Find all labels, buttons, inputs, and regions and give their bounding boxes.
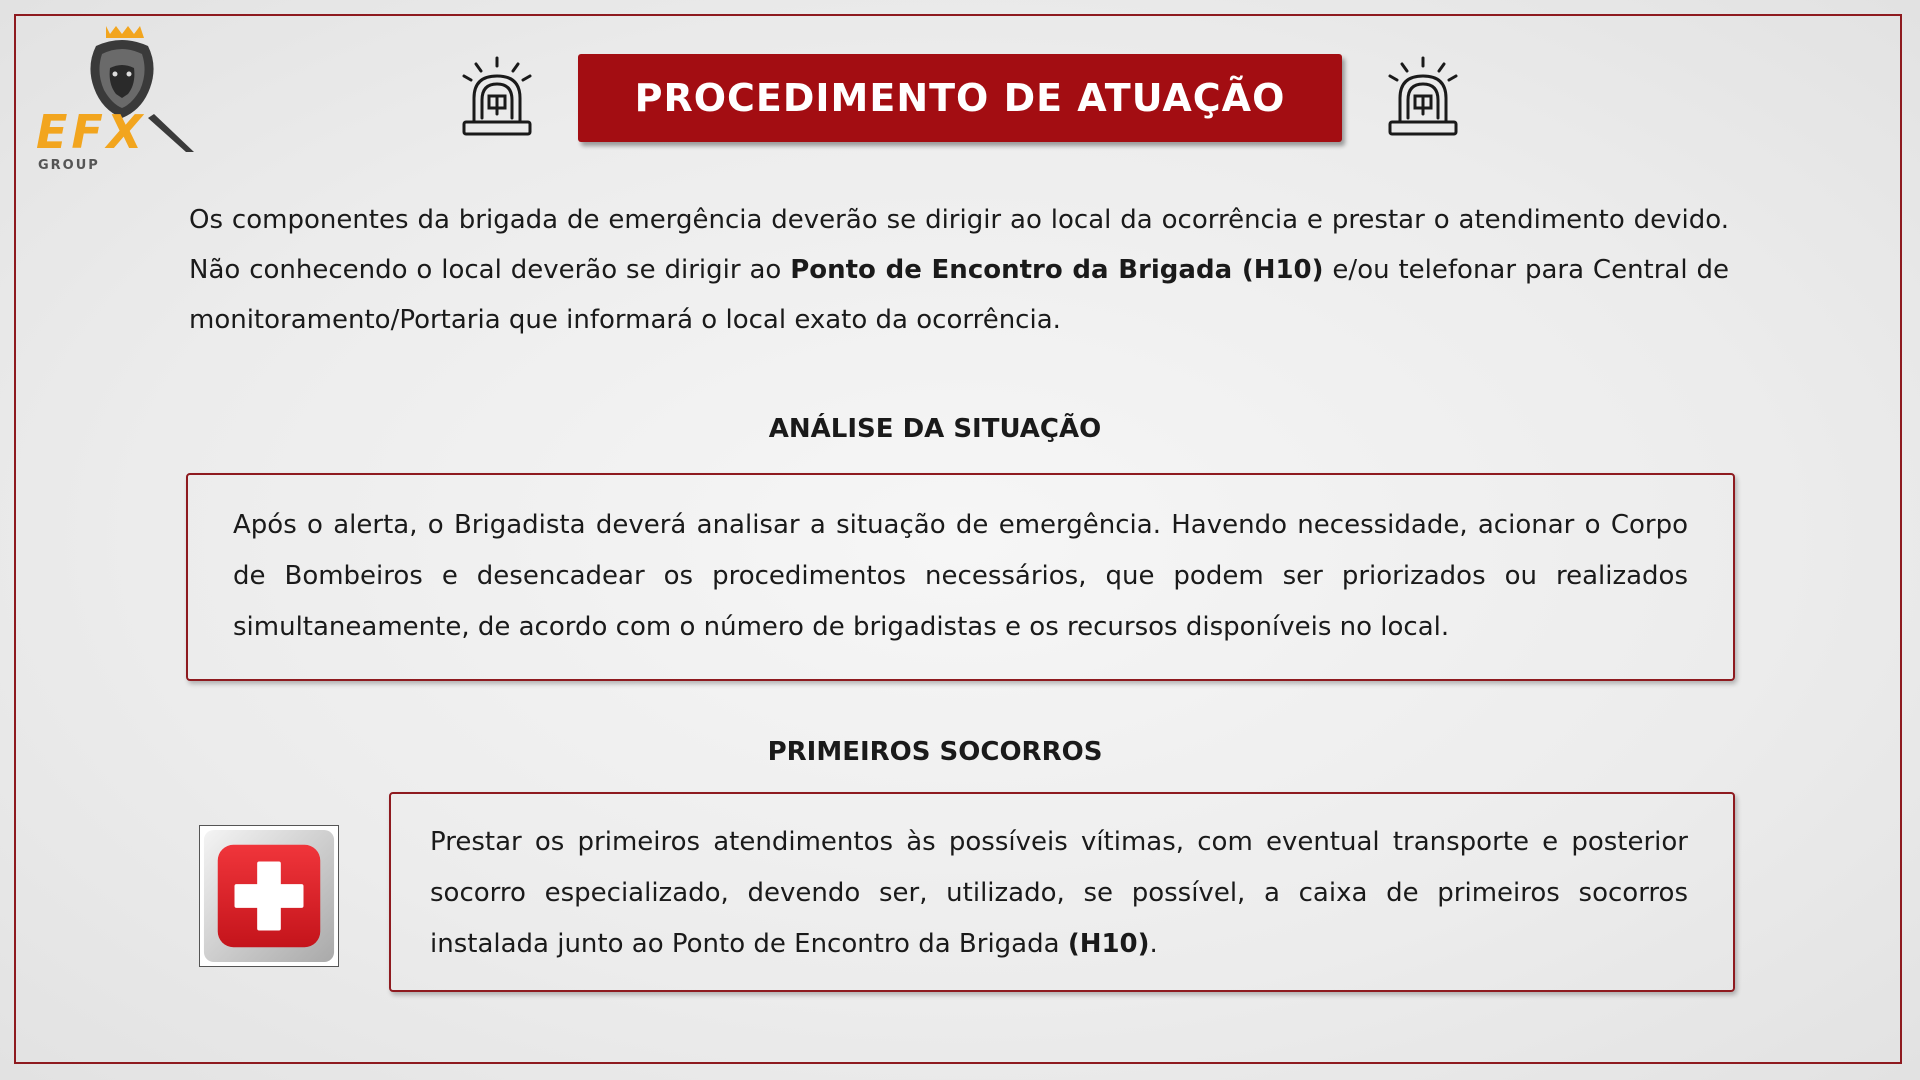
socorros-bold-text: (H10): [1067, 929, 1150, 959]
alarm-siren-icon: [456, 56, 538, 140]
lion-crown-logo: [36, 24, 206, 174]
intro-paragraph: [189, 195, 1729, 345]
intro-bold-text: Ponto de Encontro da Brigada (H10): [790, 255, 1324, 285]
logo-graphic: [36, 24, 206, 174]
intro-text-after: e/ou telefonar para Central de monitoramento/Portaria que informará o local exato da ocorrência.: [189, 255, 1729, 335]
logo-text: EFX: [36, 105, 147, 159]
alarm-siren-icon: [1382, 56, 1464, 140]
intro-text-before: Os componentes da brigada de emergência deverão se dirigir ao local da ocorrência e prestar o atendimento devido. Não conhecendo o local deverão se dirigir ao: [189, 205, 1729, 285]
analise-text: Após o alerta, o Brigadista deverá analisar a situação de emergência. Havendo necessidade, acionar o Corpo de Bombeiros e desencadear os procedimentos necessários, que podem ser priorizados ou realizados simultaneamente, de acordo com o número de brigadistas e os recursos disponíveis no local.: [233, 510, 1688, 642]
logo-subtext: GROUP: [38, 158, 100, 173]
socorros-text-before: Prestar os primeiros atendimentos às possíveis vítimas, com eventual transporte e posterior socorro especializado, devendo ser, utilizado, se possível, a caixa de primeiros socorros instalada junto ao Ponto de Encontro da Brigada: [430, 827, 1688, 959]
page-title: PROCEDIMENTO DE ATUAÇÃO: [634, 76, 1286, 120]
title-banner: [578, 54, 1342, 142]
first-aid-cross-icon: [199, 825, 339, 967]
analise-heading: ANÁLISE DA SITUAÇÃO: [768, 414, 1102, 444]
socorros-heading: PRIMEIROS SOCORROS: [767, 737, 1103, 767]
socorros-text-after: .: [1149, 929, 1158, 959]
socorros-paragraph: [430, 817, 1688, 970]
